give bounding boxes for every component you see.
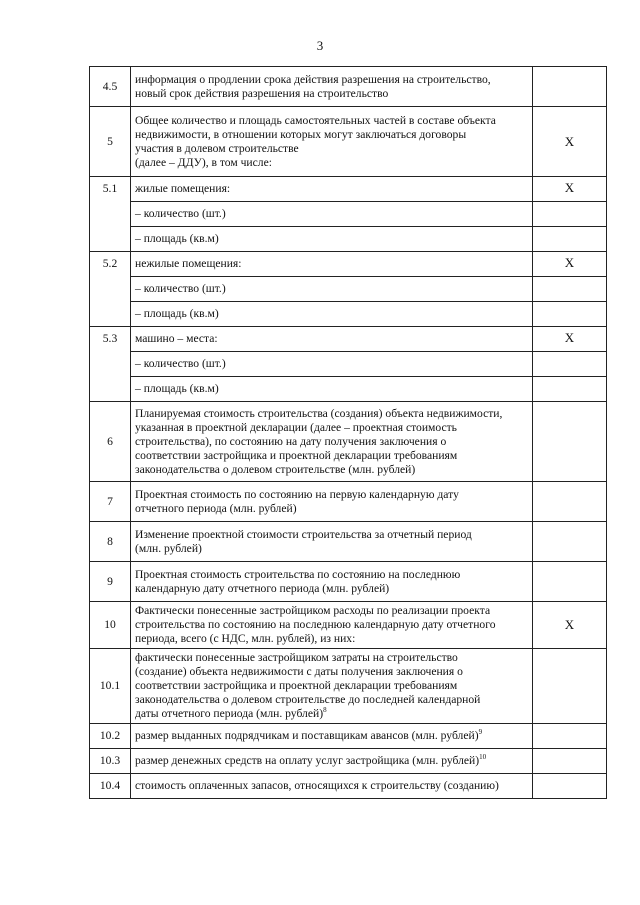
row-description: [131, 202, 533, 227]
row-number: 5.1: [90, 177, 131, 252]
row-description: [131, 107, 533, 177]
row-value: X: [533, 327, 607, 352]
row-description: [131, 482, 533, 522]
footnote-marker: 9: [478, 728, 483, 737]
row-value: [533, 302, 607, 327]
row-number: 10.2: [90, 724, 131, 749]
row-description: [131, 522, 533, 562]
description-line: – площадь (кв.м): [135, 307, 219, 320]
description-line: (создание) объекта недвижимости с даты получения заключения о: [135, 665, 463, 678]
table-row: [90, 302, 607, 327]
row-value: [533, 774, 607, 799]
row-value: [533, 352, 607, 377]
description-line: календарную дату отчетного периода (млн. рублей): [135, 581, 390, 595]
row-value: X: [533, 177, 607, 202]
row-description: [131, 352, 533, 377]
table-row: [90, 352, 607, 377]
description-line: соответствии застройщика и проектной декларации требованиям: [135, 448, 458, 462]
row-description: [131, 67, 533, 107]
row-description: [131, 562, 533, 602]
row-number: 8: [90, 522, 131, 562]
description-line: периода, всего (с НДС, млн. рублей), из них:: [135, 632, 356, 645]
row-description: [131, 724, 533, 749]
description-line: соответствии застройщика и проектной декларации требованиям: [135, 679, 458, 692]
description-line: новый срок действия разрешения на строительство: [135, 86, 389, 100]
description-line: указанная в проектной декларации (далее – проектная стоимость: [135, 420, 457, 434]
row-description: [131, 327, 533, 352]
description-line: Планируемая стоимость строительства (создания) объекта недвижимости,: [135, 406, 503, 420]
row-description: [131, 774, 533, 799]
description-line: законодательства о долевом строительстве до последней календарной: [135, 693, 481, 706]
footnote-marker: 8: [323, 706, 327, 715]
table-row: [90, 774, 607, 799]
row-value: [533, 202, 607, 227]
row-description: [131, 649, 533, 724]
row-description: [131, 749, 533, 774]
table-row: [90, 67, 607, 107]
row-number: 5.2: [90, 252, 131, 327]
row-number: 10.4: [90, 774, 131, 799]
row-number: 10.3: [90, 749, 131, 774]
row-number: 10.1: [90, 649, 131, 724]
description-line: – площадь (кв.м): [135, 382, 219, 395]
row-value: [533, 277, 607, 302]
description-line: недвижимости, в отношении которых могут заключаться договоры: [135, 127, 467, 141]
table-row: [90, 327, 607, 352]
row-value: X: [533, 107, 607, 177]
description-line: участия в долевом строительстве: [135, 141, 299, 155]
description-line: Проектная стоимость по состоянию на первую календарную дату: [135, 487, 459, 501]
description-line: нежилые помещения:: [135, 257, 242, 270]
row-description: [131, 277, 533, 302]
description-line: информация о продлении срока действия разрешения на строительство,: [135, 72, 491, 86]
row-number: 7: [90, 482, 131, 522]
table-row: [90, 177, 607, 202]
description-line: размер денежных средств на оплату услуг застройщика (млн. рублей): [135, 754, 480, 767]
row-description: [131, 402, 533, 482]
row-number: 10: [90, 602, 131, 649]
row-description: [131, 602, 533, 649]
table-row: [90, 749, 607, 774]
row-description: [131, 227, 533, 252]
description-line: отчетного периода (млн. рублей): [135, 501, 297, 515]
description-line: Изменение проектной стоимости строительства за отчетный период: [135, 527, 472, 541]
report-table: [89, 66, 607, 799]
description-line: – площадь (кв.м): [135, 232, 219, 245]
table-row: [90, 649, 607, 724]
description-line: машино – места:: [135, 332, 218, 345]
row-value: [533, 402, 607, 482]
table-row: [90, 277, 607, 302]
table-row: [90, 724, 607, 749]
table-row: [90, 202, 607, 227]
row-number: 6: [90, 402, 131, 482]
row-value: [533, 482, 607, 522]
description-line: Общее количество и площадь самостоятельных частей в составе объекта: [135, 113, 496, 127]
row-value: [533, 67, 607, 107]
row-value: [533, 724, 607, 749]
description-line: – количество (шт.): [135, 282, 226, 295]
description-line: законодательства о долевом строительстве (млн. рублей): [135, 462, 416, 476]
description-line: даты отчетного периода (млн. рублей): [135, 707, 324, 720]
page-number: 3: [316, 38, 324, 53]
table-row: [90, 227, 607, 252]
table-row: [90, 402, 607, 482]
row-value: [533, 562, 607, 602]
description-line: строительства), по состоянию на дату получения заключения о: [135, 434, 447, 448]
table-row: [90, 522, 607, 562]
row-number: 9: [90, 562, 131, 602]
row-number: 5.3: [90, 327, 131, 402]
row-value: [533, 649, 607, 724]
table-row: [90, 377, 607, 402]
footnote-marker: 10: [479, 753, 487, 762]
row-value: X: [533, 252, 607, 277]
table-row: [90, 482, 607, 522]
row-value: X: [533, 602, 607, 649]
description-line: (млн. рублей): [135, 541, 202, 555]
description-line: – количество (шт.): [135, 357, 226, 370]
table-row: [90, 562, 607, 602]
row-value: [533, 749, 607, 774]
row-description: [131, 377, 533, 402]
description-line: строительства по состоянию на последнюю календарную дату отчетного: [135, 618, 496, 631]
description-line: стоимость оплаченных запасов, относящихся к строительству (созданию): [135, 779, 499, 792]
table-row: [90, 107, 607, 177]
row-number: 5: [90, 107, 131, 177]
row-description: [131, 302, 533, 327]
table-row: [90, 252, 607, 277]
description-line: фактически понесенные застройщиком затраты на строительство: [135, 651, 458, 664]
table-row: [90, 602, 607, 649]
row-value: [533, 377, 607, 402]
row-description: [131, 177, 533, 202]
description-line: – количество (шт.): [135, 207, 226, 220]
row-description: [131, 252, 533, 277]
row-value: [533, 522, 607, 562]
row-value: [533, 227, 607, 252]
description-line: размер выданных подрядчикам и поставщикам авансов (млн. рублей): [135, 729, 479, 742]
description-line: (далее – ДДУ), в том числе:: [135, 155, 272, 169]
description-line: Фактически понесенные застройщиком расходы по реализации проекта: [135, 604, 491, 617]
row-number: 4.5: [90, 67, 131, 107]
description-line: Проектная стоимость строительства по состоянию на последнюю: [135, 567, 461, 581]
description-line: жилые помещения:: [135, 182, 231, 195]
